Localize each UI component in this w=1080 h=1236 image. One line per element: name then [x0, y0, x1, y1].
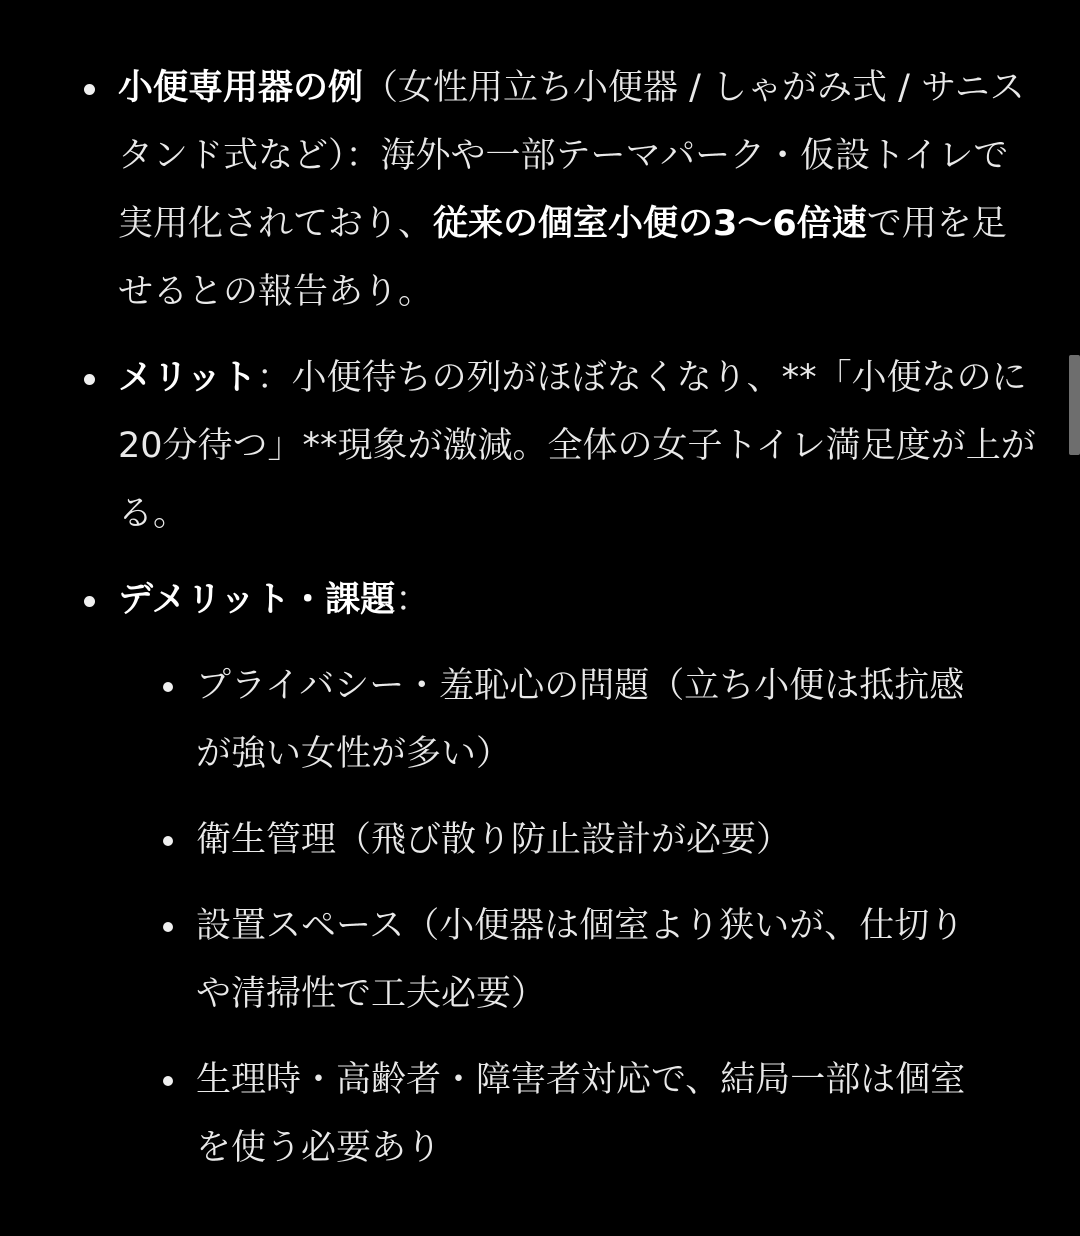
sub-list-item — [0, 652, 1036, 788]
list-item-merit — [0, 344, 1080, 548]
bullet-dot — [163, 1076, 173, 1086]
bullet-dot — [163, 836, 173, 846]
item-heading: デメリット・課題 — [118, 580, 396, 620]
sub-list-item — [0, 1046, 1036, 1182]
bullet-dot — [84, 596, 95, 607]
bullet-list — [0, 54, 1080, 1182]
sub-item-text: 設置スペース（小便器は個室より狭いが、仕切りや清掃性で工夫必要） — [196, 906, 965, 1014]
scrollbar-thumb[interactable] — [1069, 355, 1080, 455]
sub-item-text: 衛生管理（飛び散り防止設計が必要） — [196, 820, 792, 860]
item-emphasis: 従来の個室小便の3〜6倍速 — [433, 204, 867, 244]
message-content — [0, 54, 1080, 1200]
list-item-urinal-example — [0, 54, 1080, 326]
sub-item-text: 生理時・高齢者・障害者対応で、結局一部は個室を使う必要あり — [196, 1060, 966, 1168]
sub-list-item — [0, 806, 1036, 874]
item-text: ：小便待ちの列がほぼなくなり、**「小便なのに20分待つ」**現象が激減。全体の女子トイレ満足度が上がる。 — [118, 358, 1036, 534]
sub-list-item — [0, 892, 1036, 1028]
item-text: ： — [395, 580, 431, 620]
item-heading: メリット — [118, 358, 257, 398]
bullet-dot — [84, 374, 95, 385]
sub-item-text: プライバシー・羞恥心の問題（立ち小便は抵抗感が強い女性が多い） — [196, 666, 965, 774]
bullet-dot — [163, 922, 173, 932]
sub-bullet-list — [118, 652, 1036, 1182]
list-item-demerit — [0, 566, 1080, 1182]
bullet-dot — [84, 84, 95, 95]
item-text: （女性用立ち小便器 / しゃがみ式 / サニスタンド式など）：海外や一部テーマパーク・仮設トイレで実用化されており、 — [118, 68, 1025, 244]
item-heading: 小便専用器の例 — [118, 68, 364, 108]
bullet-dot — [163, 682, 173, 692]
item-text-tail: で用を足せるとの報告あり。 — [118, 204, 1007, 312]
